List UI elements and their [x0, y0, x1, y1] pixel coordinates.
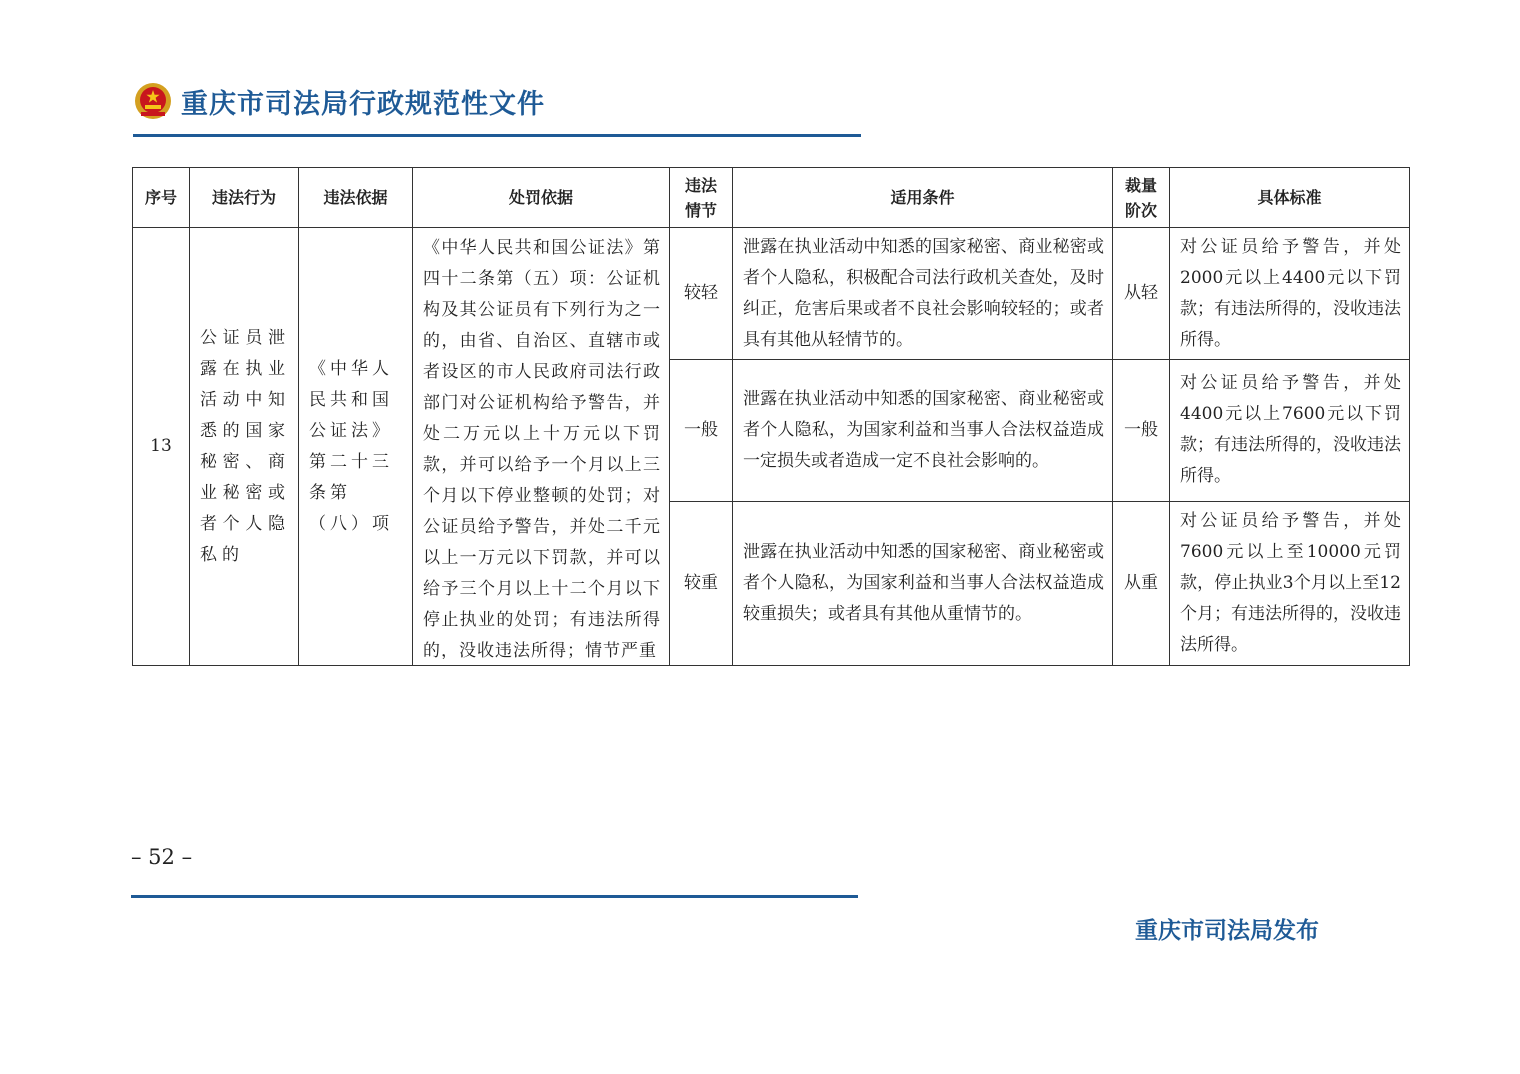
row-conditions: 泄露在执业活动中知悉的国家秘密、商业秘密或者个人隐私，为国家利益和当事人合法权益造成较重损失；或者具有其他从重情节的。 [733, 501, 1113, 665]
table-header-row [133, 168, 1410, 228]
entry-penalty: 《中华人民共和国公证法》第四十二条第（五）项：公证机构及其公证员有下列行为之一的，由省、自治区、直辖市或者设区的市人民政府司法行政部门对公证机构给予警告，并处二万元以上十万元以下罚款，并可以给予一个月以上三个月以下停业整顿的处罚；对公证员给予警告，并处二千元以上一万元以下罚款，并可以给予三个月以上十二个月以下停止执业的处罚；有违法所得的，没收违法所得；情节严重 [423, 238, 661, 659]
national-emblem-icon [133, 81, 173, 121]
header-divider [133, 134, 861, 137]
row-stage: 一般 [1113, 360, 1170, 501]
row-standard: 对公证员给予警告，并处2000元以上4400元以下罚款；有违法所得的，没收违法所得。 [1170, 228, 1410, 360]
entry-seq: 13 [133, 228, 190, 666]
publisher-label: 重庆市司法局发布 [1135, 918, 1319, 944]
row-level: 较重 [670, 501, 733, 665]
col-header-level-line1: 违法 [684, 175, 717, 195]
col-header-level-line2: 情节 [684, 200, 717, 220]
discretion-standard-table [132, 167, 1410, 666]
document-header [133, 78, 545, 124]
col-header-stage [1113, 168, 1170, 228]
row-standard: 对公证员给予警告，并处4400元以上7600元以下罚款；有违法所得的，没收违法所得。 [1170, 360, 1410, 501]
row-conditions: 泄露在执业活动中知悉的国家秘密、商业秘密或者个人隐私，为国家利益和当事人合法权益造成一定损失或者造成一定不良社会影响的。 [733, 360, 1113, 501]
document-series-title: 重庆市司法局行政规范性文件 [181, 88, 545, 120]
row-conditions: 泄露在执业活动中知悉的国家秘密、商业秘密或者个人隐私，积极配合司法行政机关查处，及时纠正，危害后果或者不良社会影响较轻的；或者具有其他从轻情节的。 [733, 228, 1113, 360]
col-header-standard: 具体标准 [1170, 168, 1410, 228]
row-level: 较轻 [670, 228, 733, 360]
row-stage: 从轻 [1113, 228, 1170, 360]
col-header-penalty: 处罚依据 [413, 168, 670, 228]
page-number: – 52 – [131, 845, 193, 869]
entry-basis: 《中华人民共和国公证法》第二十三条第（八）项 [299, 228, 413, 666]
col-header-seq: 序号 [133, 168, 190, 228]
col-header-behavior: 违法行为 [190, 168, 299, 228]
col-header-basis: 违法依据 [299, 168, 413, 228]
row-level: 一般 [670, 360, 733, 501]
row-stage: 从重 [1113, 501, 1170, 665]
col-header-stage-line1: 裁量 [1124, 175, 1157, 195]
row-standard: 对公证员给予警告，并处7600元以上至10000元罚款，停止执业3个月以上至12个月；有违法所得的，没收违法所得。 [1170, 501, 1410, 665]
entry-behavior: 公证员泄露在执业活动中知悉的国家秘密、商业秘密或者个人隐私的 [190, 228, 299, 666]
table-row [133, 228, 1410, 360]
footer-divider [131, 895, 858, 898]
entry-penalty-cell [413, 228, 670, 666]
col-header-level [670, 168, 733, 228]
col-header-stage-line2: 阶次 [1124, 200, 1157, 220]
col-header-conditions: 适用条件 [733, 168, 1113, 228]
